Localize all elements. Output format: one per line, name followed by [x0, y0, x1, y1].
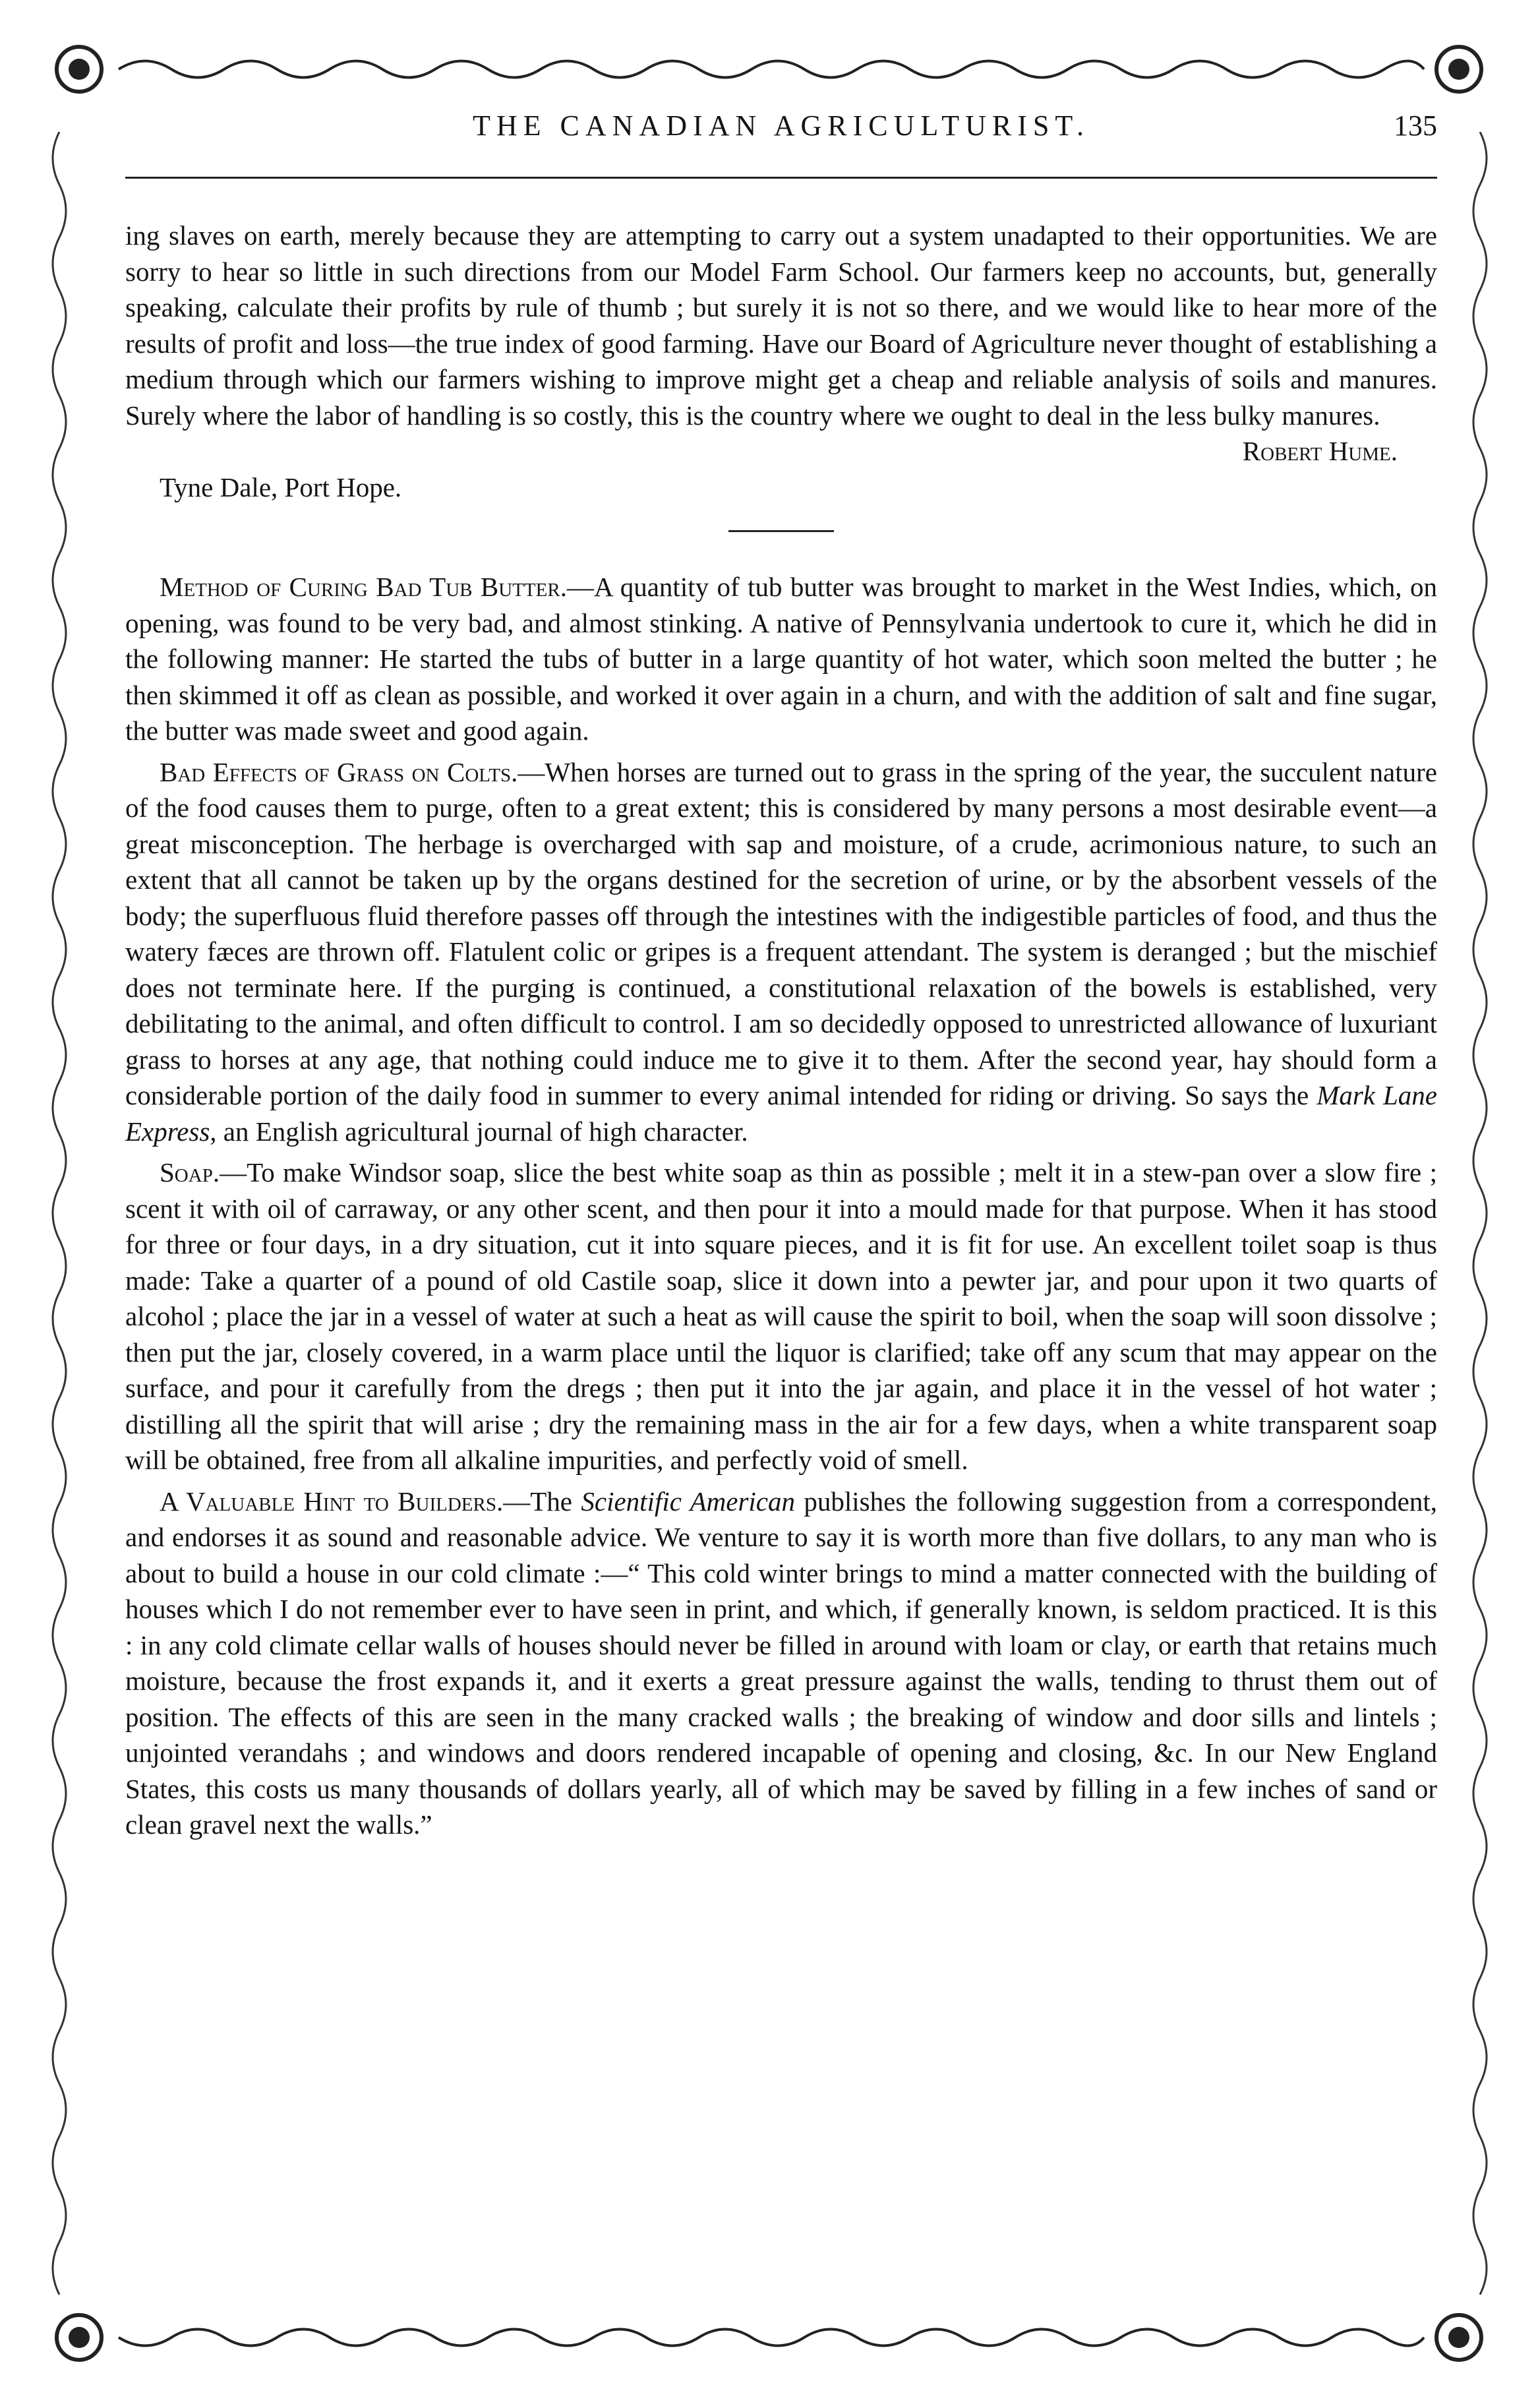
article-soap [125, 1155, 1437, 1478]
header-rule [125, 177, 1437, 179]
article-colts-title: Bad Effects of Grass on Colts. [160, 756, 518, 787]
page-content [125, 218, 1437, 1843]
article-builders-title: A Valuable Hint to Builders. [160, 1486, 504, 1517]
ornamental-border-bottom [40, 2308, 1498, 2367]
article-colts-tail: , an English agricultural journal of high character. [210, 1116, 748, 1147]
article-builders [125, 1484, 1437, 1843]
article-butter-body: —A quantity of tub butter was brought to market in the West Indies, which, on opening, was found to be very bad, and almost stinking. A native of Pennsylvania undertook to cure it, which he did in the following manner: He started the tubs of butter in a large quantity of hot water, which soon melted the butter ; he then skimmed it off as clean as possible, and worked it over again in a churn, and with the addition of salt and fine sugar, the butter was made sweet and good again. [125, 572, 1437, 746]
article-colts [125, 754, 1437, 1150]
page-header [125, 109, 1437, 162]
ornamental-border-top [40, 40, 1498, 99]
article-butter-title: Method of Curing Bad Tub Butter. [160, 572, 567, 602]
ornamental-border-right [1457, 132, 1503, 2308]
running-title: THE CANADIAN AGRICULTURIST. [473, 109, 1090, 142]
signature-line [125, 433, 1437, 469]
section-divider [728, 530, 834, 532]
article-colts-source: Mark Lane Express [125, 1080, 1437, 1147]
article-soap-title: Soap. [160, 1157, 220, 1188]
page-number: 135 [1394, 109, 1437, 142]
letter-signature: Robert Hume. [1242, 436, 1398, 466]
article-builders-source: Scientific American [581, 1486, 795, 1517]
letter-place: Tyne Dale, Port Hope. [160, 471, 402, 502]
article-butter [125, 569, 1437, 749]
article-soap-body: —To make Windsor soap, slice the best white soap as thin as possible ; melt it in a stew-pan over a slow fire ; scent it with oil of carraway, or any other scent, and then pour it into a mould made for that purpose. When it has stood for three or four days, in a dry situation, cut it into square pieces, and it is fit for use. An excellent toilet soap is thus made: Take a quarter of a pound of old Castile soap, slice it down into a pewter jar, and pour upon it two quarts of alcohol ; place the jar in a vessel of water at such a heat as will cause the spirit to boil, when the soap will soon dissolve ; then put the jar, closely covered, in a warm place until the liquor is clarified; take off any scum that may appear on the surface, and pour it carefully from the dregs ; then put it into the jar again, and place it in the vessel of hot water ; distilling all the spirit that will arise ; dry the remaining mass in the air for a few days, when a white transparent soap will be obtained, free from all alkaline impurities, and perfectly void of smell. [125, 1157, 1437, 1475]
article-builders-lead: —The [503, 1486, 581, 1517]
article-builders-body: publishes the following suggestion from a correspondent, and endorses it as sound and reasonable advice. We venture to say it is worth more than five dollars, to any man who is about to build a house in our cold climate :—“ This cold winter brings to mind a matter connected with the building of houses which I do not remember ever to have seen in print, and which, if generally known, is seldom practiced. It is this : in any cold climate cellar walls of houses should never be filled in around with loam or clay, or earth that retains much moisture, because the frost expands it, and it exerts a great pressure against the walls, tending to thrust them out of position. The effects of this are seen in the many cracked walls ; the breaking of window and door sills and lintels ; unjointed verandahs ; and windows and doors rendered incapable of opening and closing, &c. In our New England States, this costs us many thousands of dollars yearly, all of which may be saved by filling in a few inches of sand or clean gravel next the walls.” [125, 1486, 1437, 1840]
letter-continuation: ing slaves on earth, merely because they are attempting to carry out a system unadapted to their opportunities. We are sorry to hear so little in such directions from our Model Farm School. Our farmers keep no accounts, but, generally speaking, calculate their profits by rule of thumb ; but surely it is not so there, and we would like to hear more of the results of profit and loss—the true index of good farming. Have our Board of Agriculture never thought of establishing a medium through which our farmers wishing to improve might get a cheap and reliable analysis of soils and manures. Surely where the labor of handling is so costly, this is the country where we ought to deal in the less bulky manures. [125, 220, 1437, 431]
ornamental-border-left [36, 132, 82, 2308]
article-colts-body: —When horses are turned out to grass in the spring of the year, the succulent nature of the food causes them to purge, often to a great extent; this is considered by many persons a most desirable event—a great misconception. The herbage is overcharged with sap and moisture, of a crude, acrimonious nature, to such an extent that all cannot be taken up by the organs destined for the secretion of urine, or by the absorbent vessels of the body; the superfluous fluid therefore passes off through the intestines with the indigestible particles of food, and thus the watery fæces are thrown off. Flatulent colic or gripes is a frequent attendant. The system is deranged ; but the mischief does not terminate here. If the purging is continued, a constitutional relaxation of the bowels is established, very debilitating to the animal, and often difficult to control. I am so decidedly opposed to unrestricted allowance of luxuriant grass to horses at any age, that nothing could induce me to give it to them. After the second year, hay should form a considerable portion of the daily food in summer to every animal intended for riding or driving. So says the [125, 756, 1437, 1110]
